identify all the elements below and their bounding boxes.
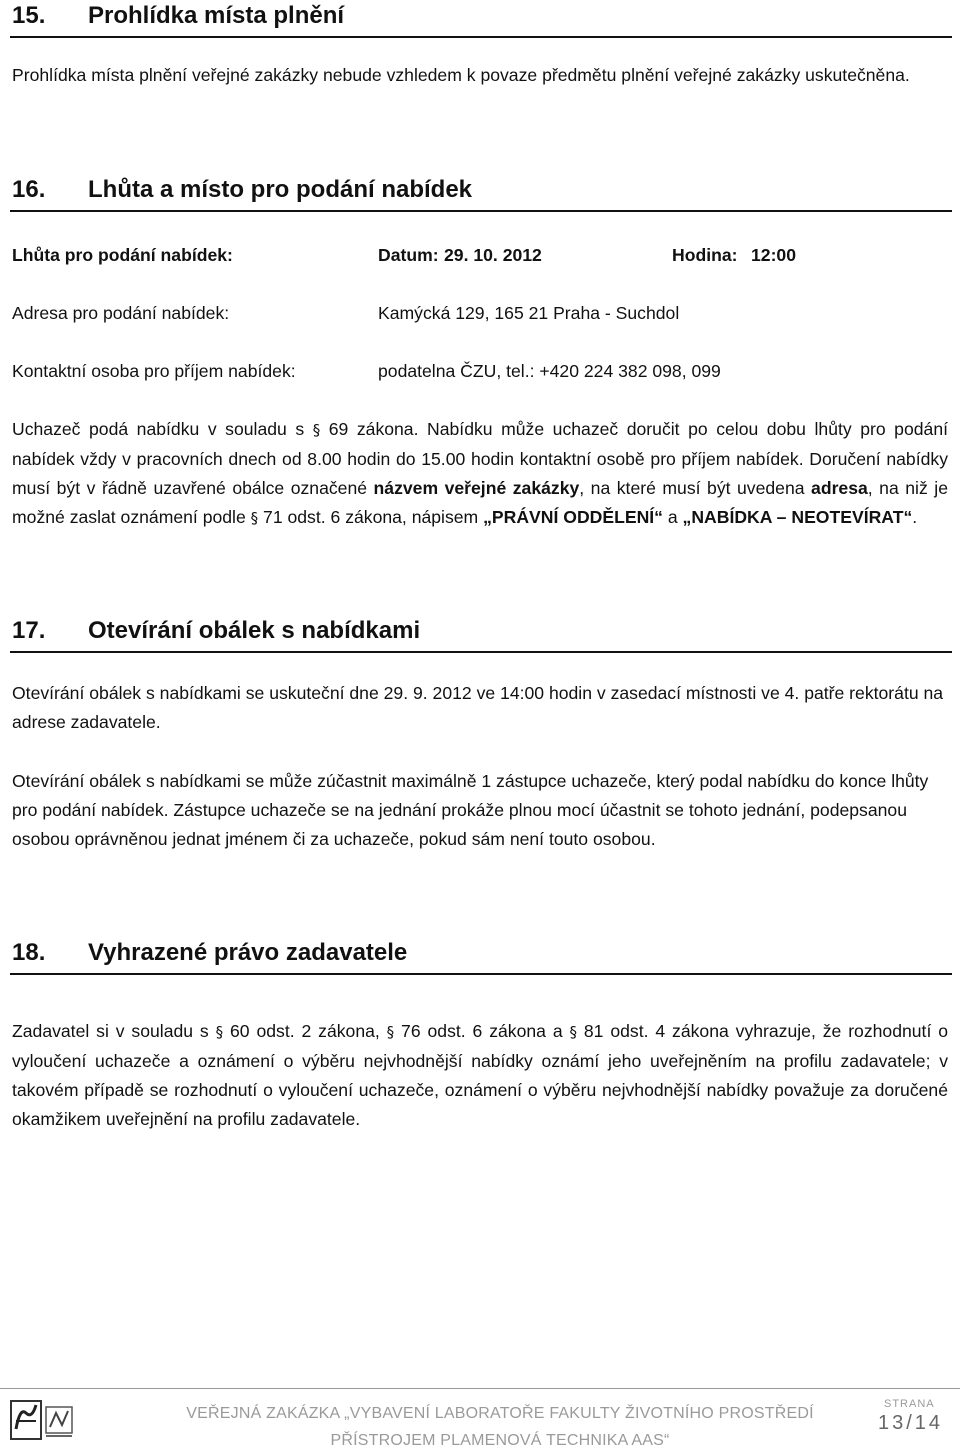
time-label: Hodina: bbox=[672, 245, 738, 265]
contact-value: podatelna ČZU, tel.: +420 224 382 098, 099 bbox=[378, 361, 721, 381]
paragraph-sign: § bbox=[386, 1023, 395, 1041]
deadline-label: Lhůta pro podání nabídek: bbox=[12, 245, 233, 265]
section-18-number: 18. bbox=[12, 939, 46, 966]
date-value: 29. 10. 2012 bbox=[444, 245, 542, 265]
bold-do-not-open: „NABÍDKA – NEOTEVÍRAT“ bbox=[682, 507, 913, 527]
section-15-rule bbox=[10, 36, 952, 38]
section-16-title: Lhůta a místo pro podání nabídek bbox=[88, 176, 473, 203]
footer-title-line-2: PŘÍSTROJEM PLAMENOVÁ TECHNIKA AAS“ bbox=[330, 1432, 670, 1449]
section-17-paragraph-1: Otevírání obálek s nabídkami se uskuteční dne 29. 9. 2012 ve 14:00 hodin v zasedací místnosti ve 4. patře rektorátu na adrese zadavatele. bbox=[12, 683, 944, 732]
footer-title-line-1: VEŘEJNÁ ZAKÁZKA „VYBAVENÍ LABORATOŘE FAKULTY ŽIVOTNÍHO PROSTŘEDÍ bbox=[186, 1405, 814, 1422]
section-15-body: Prohlídka místa plnění veřejné zakázky nebude vzhledem k povaze předmětu plnění veřejné zakázky uskutečněna. bbox=[12, 65, 910, 85]
section-17-rule bbox=[10, 651, 952, 653]
section-18-paragraph: Zadavatel si v souladu s § 60 odst. 2 zákona, § 76 odst. 6 zákona a § 81 odst. 4 zákona vyhrazuje, že rozhodnutí o vyloučení uchazeče a oznámení o výběru nejvhodnější nabídky oznámí jeho uveřejněním na profilu zadavatele; v takovém případě se rozhodnutí o vyloučení uchazeče, oznámení o výběru nejvhodnější nabídky považuje za doručené okamžikem uveřejnění na profilu zadavatele. bbox=[12, 1021, 949, 1129]
bold-legal-dept: „PRÁVNÍ ODDĚLENÍ“ bbox=[483, 507, 663, 527]
section-18-title: Vyhrazené právo zadavatele bbox=[88, 939, 408, 966]
paragraph-sign: § bbox=[215, 1023, 224, 1041]
section-17-number: 17. bbox=[12, 617, 46, 644]
paragraph-sign: § bbox=[312, 421, 321, 439]
section-16-number: 16. bbox=[12, 176, 46, 203]
paragraph-sign: § bbox=[250, 509, 259, 527]
section-15-title: Prohlídka místa plnění bbox=[88, 2, 345, 29]
time-value: 12:00 bbox=[751, 245, 796, 265]
footer-page-number: 13/14 bbox=[878, 1412, 944, 1434]
footer-divider bbox=[0, 1388, 960, 1389]
section-16-rule bbox=[10, 210, 952, 212]
contact-label: Kontaktní osoba pro příjem nabídek: bbox=[12, 361, 296, 381]
section-16-paragraph: Uchazeč podá nabídku v souladu s § 69 zákona. Nabídku může uchazeč doručit po celou dobu lhůty pro podání nabídek vždy v pracovních dnech od 8.00 hodin do 15.00 hodin kontaktní osobě pro příjem nabídek. Doručení nabídky musí být v řádně uzavřené obálce označené názvem veřejné zakázky, na které musí být uvedena adresa, na niž je možné zaslat oznámení podle § 71 odst. 6 zákona, nápisem „PRÁVNÍ ODDĚLENÍ“ a „NABÍDKA – NEOTEVÍRAT“. bbox=[12, 419, 948, 527]
footer-page-label: STRANA bbox=[884, 1398, 935, 1410]
czu-logo-icon bbox=[10, 1399, 74, 1441]
section-17-paragraph-2: Otevírání obálek s nabídkami se může zúčastnit maximálně 1 zástupce uchazeče, který podal nabídku do konce lhůty pro podání nabídek. Zástupce uchazeče se na jednání prokáže plnou mocí účastnit se tohoto jednání, podepsanou osobou oprávněnou jednat jménem či za uchazeče, pokud sám není touto osobou. bbox=[12, 771, 929, 849]
address-value: Kamýcká 129, 165 21 Praha - Suchdol bbox=[378, 303, 680, 323]
section-15-number: 15. bbox=[12, 2, 46, 29]
bold-contract-name: názvem veřejné zakázky bbox=[373, 478, 580, 498]
address-label: Adresa pro podání nabídek: bbox=[12, 303, 230, 323]
bold-address: adresa bbox=[811, 478, 868, 498]
paragraph-sign: § bbox=[569, 1023, 577, 1041]
date-label: Datum: bbox=[378, 245, 439, 265]
section-18-rule bbox=[10, 973, 952, 975]
section-17-title: Otevírání obálek s nabídkami bbox=[88, 617, 421, 644]
